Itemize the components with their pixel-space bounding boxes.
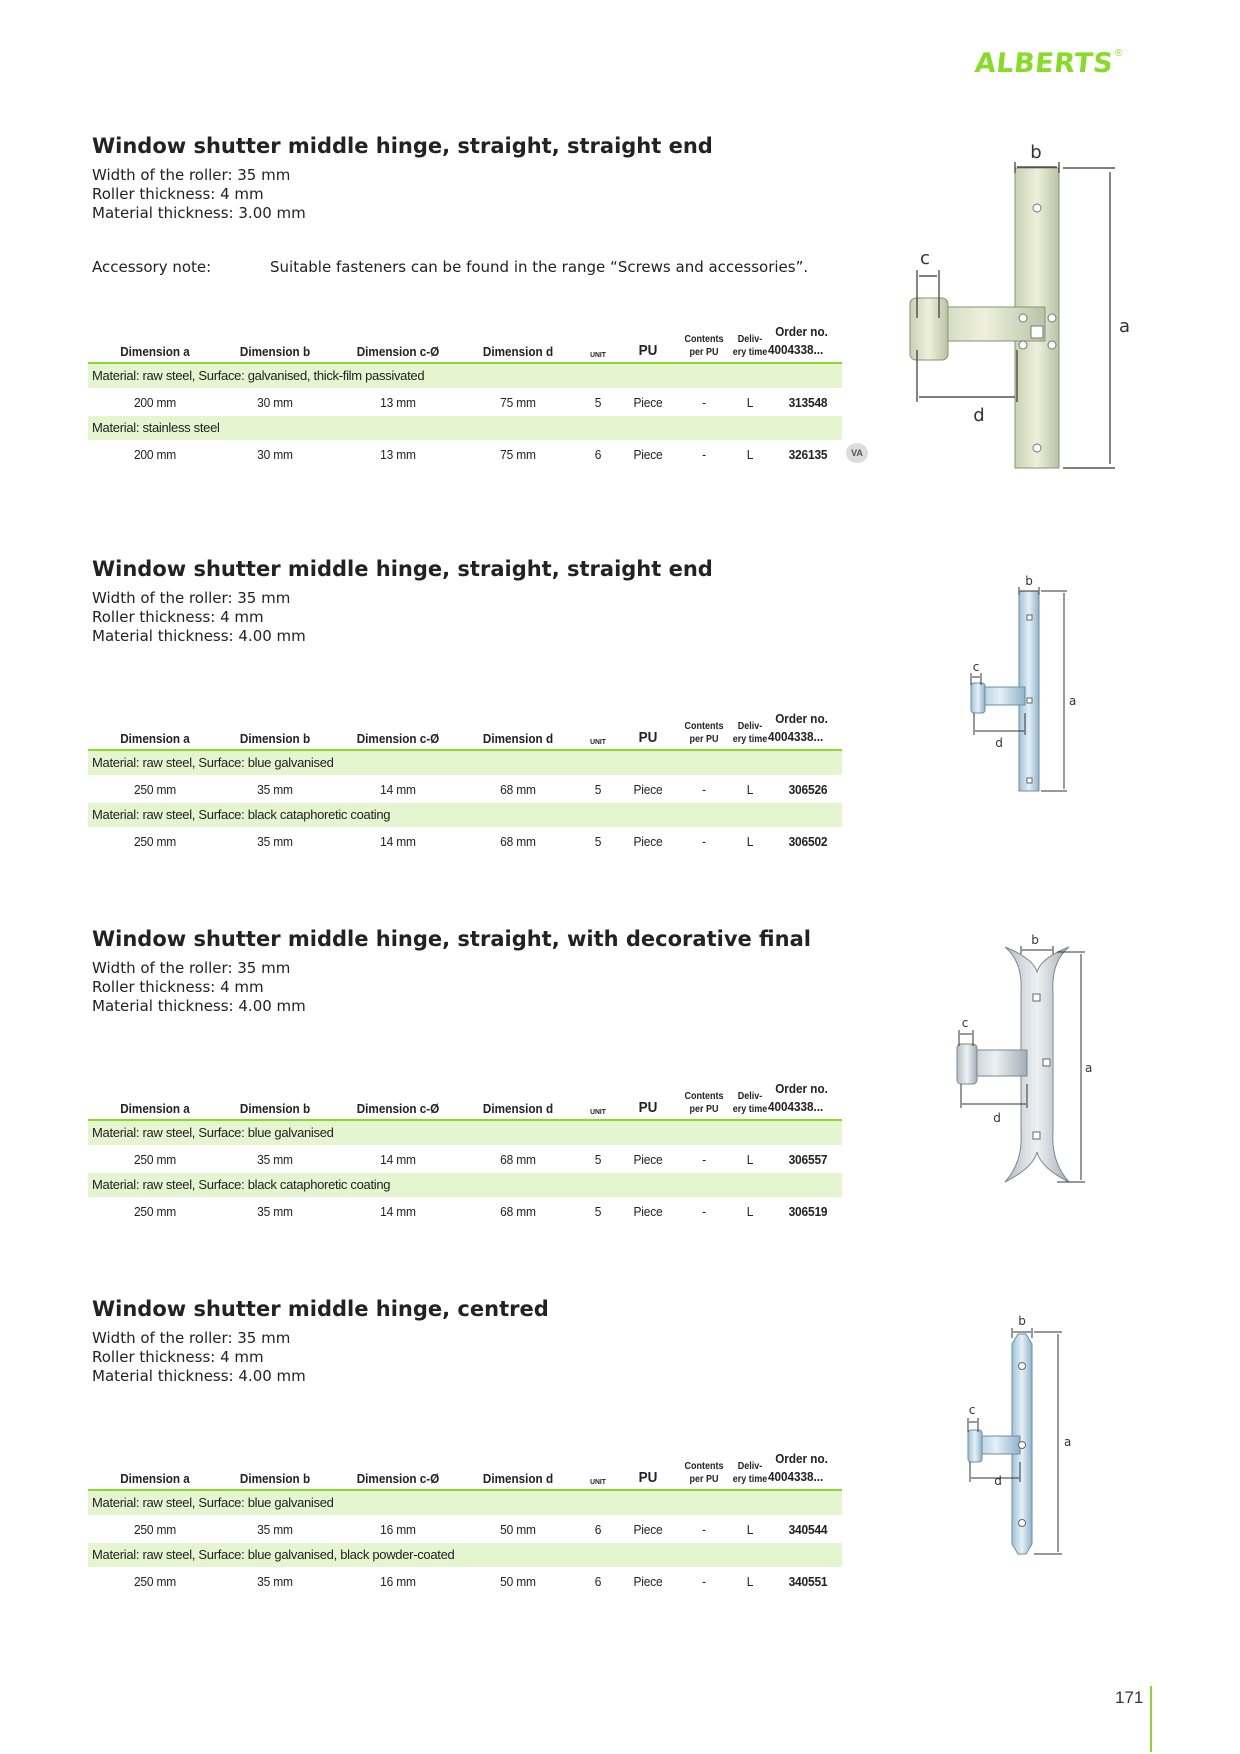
hinge-drawing-4 <box>958 1308 1088 1558</box>
cell-order-no: 340551 <box>788 1574 828 1589</box>
product-table <box>88 705 842 855</box>
cell-pu: Piece <box>633 1204 663 1219</box>
header-delivery-line1: Deliv- <box>737 721 763 732</box>
spec-roller-width: Width of the roller: 35 mm <box>92 166 291 184</box>
cell-order-no: 326135 <box>788 447 828 462</box>
drawing-label-b: b <box>1018 1314 1026 1328</box>
header-order-line1: Order no. <box>775 1081 828 1096</box>
cell-pu: Piece <box>633 834 663 849</box>
spec-roller-thickness: Roller thickness: 4 mm <box>92 185 264 203</box>
header-unit: UNIT <box>590 350 606 359</box>
header-dim-c: Dimension c-Ø <box>356 731 440 746</box>
header-contents-line2: per PU <box>689 1104 719 1115</box>
header-dim-d: Dimension d <box>482 1471 554 1486</box>
cell-delivery: L <box>746 447 754 462</box>
header-order <box>768 323 867 359</box>
hinge-shape <box>957 947 1069 1182</box>
drawing-label-d: d <box>995 736 1003 750</box>
spec-roller-width: Width of the roller: 35 mm <box>92 1329 291 1347</box>
cell-dim-d: 68 mm <box>500 782 536 797</box>
cell-delivery: L <box>746 1152 754 1167</box>
spec-material-thickness: Material thickness: 4.00 mm <box>92 627 306 645</box>
cell-dim-d: 50 mm <box>500 1574 536 1589</box>
cell-unit: 5 <box>594 1204 602 1219</box>
cell-dim-a: 250 mm <box>133 1204 177 1219</box>
cell-contents: - <box>702 1152 706 1167</box>
header-contents <box>679 1460 729 1486</box>
header-delivery-line1: Deliv- <box>737 334 763 345</box>
cell-dim-b: 35 mm <box>257 782 293 797</box>
header-contents-line2: per PU <box>689 734 719 745</box>
cell-delivery: L <box>746 395 754 410</box>
drawing-label-b: b <box>1031 933 1039 947</box>
header-order <box>768 710 867 746</box>
hinge-shape <box>971 591 1039 791</box>
spec-material-thickness: Material thickness: 3.00 mm <box>92 204 306 222</box>
cell-unit: 6 <box>594 1522 602 1537</box>
spec-roller-width: Width of the roller: 35 mm <box>92 589 291 607</box>
spec-material-thickness: Material thickness: 4.00 mm <box>92 997 306 1015</box>
drawing-label-d: d <box>993 1111 1001 1125</box>
header-dim-c: Dimension c-Ø <box>356 344 440 359</box>
brand-logo <box>975 48 1155 84</box>
header-order-line2: 4004338... <box>768 1469 824 1484</box>
section-title: Window shutter middle hinge, straight, straight end <box>92 134 713 158</box>
header-order <box>768 1080 867 1116</box>
cell-unit: 5 <box>594 1152 602 1167</box>
cell-dim-d: 68 mm <box>500 834 536 849</box>
cell-contents: - <box>702 834 706 849</box>
header-contents-line1: Contents <box>684 1091 724 1102</box>
table-row <box>88 1567 842 1595</box>
cell-dim-c: 14 mm <box>380 834 416 849</box>
header-delivery-line2: ery time <box>732 1104 768 1115</box>
header-delivery-line2: ery time <box>732 347 768 358</box>
cell-delivery: L <box>746 1522 754 1537</box>
section-title: Window shutter middle hinge, straight, straight end <box>92 557 713 581</box>
drawing-label-a: a <box>1119 316 1131 337</box>
cell-dim-c: 14 mm <box>380 1152 416 1167</box>
spec-material-thickness: Material thickness: 4.00 mm <box>92 1367 306 1385</box>
header-dim-d: Dimension d <box>482 344 554 359</box>
cell-dim-c: 13 mm <box>380 395 416 410</box>
spec-roller-thickness: Roller thickness: 4 mm <box>92 1348 264 1366</box>
accessory-note-text: Suitable fasteners can be found in the range “Screws and accessories”. <box>270 258 809 276</box>
cell-dim-b: 35 mm <box>257 834 293 849</box>
cell-order-no: 306519 <box>788 1204 828 1219</box>
hinge-drawing-1 <box>895 140 1135 480</box>
section-title: Window shutter middle hinge, centred <box>92 1297 549 1321</box>
cell-contents: - <box>702 1522 706 1537</box>
header-pu: PU <box>638 1469 658 1486</box>
header-dim-a: Dimension a <box>120 344 190 359</box>
product-table <box>88 1075 842 1225</box>
header-dim-b: Dimension b <box>239 731 311 746</box>
header-delivery-line2: ery time <box>732 734 768 745</box>
cell-contents: - <box>702 447 706 462</box>
cell-order-no: 306557 <box>788 1152 828 1167</box>
header-order-line2: 4004338... <box>768 729 824 744</box>
drawing-label-c: c <box>972 660 980 674</box>
header-pu: PU <box>638 342 658 359</box>
stainless-badge: VA <box>846 443 868 463</box>
drawing-label-d: d <box>973 405 985 426</box>
table-row <box>88 1145 842 1173</box>
material-row: Material: raw steel, Surface: black cataphoretic coating <box>88 1173 842 1197</box>
table-row <box>88 1197 842 1225</box>
cell-contents: - <box>702 1204 706 1219</box>
spec-roller-width: Width of the roller: 35 mm <box>92 959 291 977</box>
accessory-note <box>92 258 808 276</box>
table-row <box>88 388 842 416</box>
spec-roller-thickness: Roller thickness: 4 mm <box>92 608 264 626</box>
cell-delivery: L <box>746 1204 754 1219</box>
spec-roller-thickness: Roller thickness: 4 mm <box>92 978 264 996</box>
table-header <box>88 1075 842 1121</box>
hinge-drawing-2 <box>965 573 1095 803</box>
cell-dim-c: 14 mm <box>380 782 416 797</box>
header-delivery-line2: ery time <box>732 1474 768 1485</box>
table-header <box>88 318 842 364</box>
material-row: Material: raw steel, Surface: blue galvanised <box>88 1491 842 1515</box>
cell-order-no: 340544 <box>788 1522 828 1537</box>
header-unit: UNIT <box>590 1477 606 1486</box>
header-contents-line1: Contents <box>684 721 724 732</box>
table-row <box>88 775 842 803</box>
section-title: Window shutter middle hinge, straight, with decorative final <box>92 927 811 951</box>
hinge-shape <box>968 1334 1032 1554</box>
cell-pu: Piece <box>633 447 663 462</box>
header-contents-line2: per PU <box>689 1474 719 1485</box>
header-unit: UNIT <box>590 1107 606 1116</box>
header-dim-b: Dimension b <box>239 344 311 359</box>
brand-name: ALBERTS <box>973 48 1115 79</box>
header-dim-c: Dimension c-Ø <box>356 1471 440 1486</box>
cell-dim-c: 16 mm <box>380 1522 416 1537</box>
cell-unit: 5 <box>594 834 602 849</box>
cell-dim-d: 75 mm <box>500 447 536 462</box>
cell-unit: 5 <box>594 782 602 797</box>
cell-unit: 6 <box>594 1574 602 1589</box>
registered-mark: ® <box>1115 48 1123 59</box>
header-contents <box>679 720 729 746</box>
drawing-label-b: b <box>1025 574 1033 588</box>
cell-delivery: L <box>746 834 754 849</box>
header-delivery-line1: Deliv- <box>737 1091 763 1102</box>
cell-dim-a: 250 mm <box>133 1152 177 1167</box>
hinge-drawing-3 <box>945 932 1095 1187</box>
header-contents <box>679 1090 729 1116</box>
header-order-line2: 4004338... <box>768 342 824 357</box>
header-delivery-line1: Deliv- <box>737 1461 763 1472</box>
cell-dim-d: 68 mm <box>500 1152 536 1167</box>
table-row <box>88 1515 842 1543</box>
header-order-line1: Order no. <box>775 711 828 726</box>
material-row: Material: raw steel, Surface: blue galvanised <box>88 1121 842 1145</box>
cell-unit: 5 <box>594 395 602 410</box>
header-dim-b: Dimension b <box>239 1471 311 1486</box>
cell-contents: - <box>702 395 706 410</box>
cell-dim-a: 250 mm <box>133 834 177 849</box>
page-number-bar <box>1150 1686 1152 1752</box>
cell-dim-b: 30 mm <box>257 395 293 410</box>
drawing-label-a: a <box>1069 694 1077 708</box>
header-pu: PU <box>638 1099 658 1116</box>
cell-dim-a: 250 mm <box>133 1522 177 1537</box>
header-dim-a: Dimension a <box>120 1101 190 1116</box>
cell-dim-b: 35 mm <box>257 1152 293 1167</box>
header-dim-d: Dimension d <box>482 731 554 746</box>
cell-dim-d: 75 mm <box>500 395 536 410</box>
header-contents-line1: Contents <box>684 1461 724 1472</box>
cell-dim-d: 50 mm <box>500 1522 536 1537</box>
cell-pu: Piece <box>633 1522 663 1537</box>
cell-contents: - <box>702 782 706 797</box>
cell-dim-b: 30 mm <box>257 447 293 462</box>
cell-dim-c: 13 mm <box>380 447 416 462</box>
cell-dim-c: 16 mm <box>380 1574 416 1589</box>
drawing-label-d: d <box>994 1474 1002 1488</box>
cell-dim-a: 250 mm <box>133 1574 177 1589</box>
cell-dim-b: 35 mm <box>257 1574 293 1589</box>
cell-order-no: 313548 <box>788 395 828 410</box>
header-dim-a: Dimension a <box>120 731 190 746</box>
drawing-label-c: c <box>920 248 930 269</box>
cell-pu: Piece <box>633 1574 663 1589</box>
drawing-label-a: a <box>1064 1435 1072 1449</box>
header-dim-a: Dimension a <box>120 1471 190 1486</box>
cell-dim-d: 68 mm <box>500 1204 536 1219</box>
table-header <box>88 705 842 751</box>
cell-delivery: L <box>746 782 754 797</box>
header-pu: PU <box>638 729 658 746</box>
cell-dim-a: 200 mm <box>133 447 177 462</box>
drawing-label-c: c <box>968 1403 976 1417</box>
accessory-note-label: Accessory note: <box>92 258 212 276</box>
cell-pu: Piece <box>633 1152 663 1167</box>
table-row <box>88 827 842 855</box>
header-dim-b: Dimension b <box>239 1101 311 1116</box>
product-table <box>88 1445 842 1595</box>
header-contents-line2: per PU <box>689 347 719 358</box>
header-dim-d: Dimension d <box>482 1101 554 1116</box>
material-row: Material: raw steel, Surface: galvanised, thick-film passivated <box>88 364 842 388</box>
cell-pu: Piece <box>633 782 663 797</box>
material-row: Material: raw steel, Surface: black cataphoretic coating <box>88 803 842 827</box>
cell-dim-b: 35 mm <box>257 1204 293 1219</box>
cell-dim-b: 35 mm <box>257 1522 293 1537</box>
cell-unit: 6 <box>594 447 602 462</box>
drawing-label-b: b <box>1030 142 1042 163</box>
table-row <box>88 440 863 468</box>
cell-order-no: 306502 <box>788 834 828 849</box>
header-contents-line1: Contents <box>684 334 724 345</box>
cell-dim-c: 14 mm <box>380 1204 416 1219</box>
cell-contents: - <box>702 1574 706 1589</box>
cell-order-no: 306526 <box>788 782 828 797</box>
cell-dim-a: 200 mm <box>133 395 177 410</box>
header-order-line1: Order no. <box>775 1451 828 1466</box>
drawing-label-c: c <box>961 1016 969 1030</box>
header-order <box>768 1450 867 1486</box>
header-unit: UNIT <box>590 737 606 746</box>
header-contents <box>679 333 729 359</box>
header-dim-c: Dimension c-Ø <box>356 1101 440 1116</box>
cell-pu: Piece <box>633 395 663 410</box>
material-row: Material: raw steel, Surface: blue galvanised, black powder-coated <box>88 1543 842 1567</box>
material-row: Material: raw steel, Surface: blue galvanised <box>88 751 842 775</box>
product-table <box>88 318 863 468</box>
cell-dim-a: 250 mm <box>133 782 177 797</box>
cell-delivery: L <box>746 1574 754 1589</box>
header-order-line2: 4004338... <box>768 1099 824 1114</box>
page-number: 171 <box>1115 1688 1144 1707</box>
table-header <box>88 1445 842 1491</box>
drawing-label-a: a <box>1085 1061 1093 1075</box>
header-order-line1: Order no. <box>775 324 828 339</box>
material-row: Material: stainless steel <box>88 416 842 440</box>
